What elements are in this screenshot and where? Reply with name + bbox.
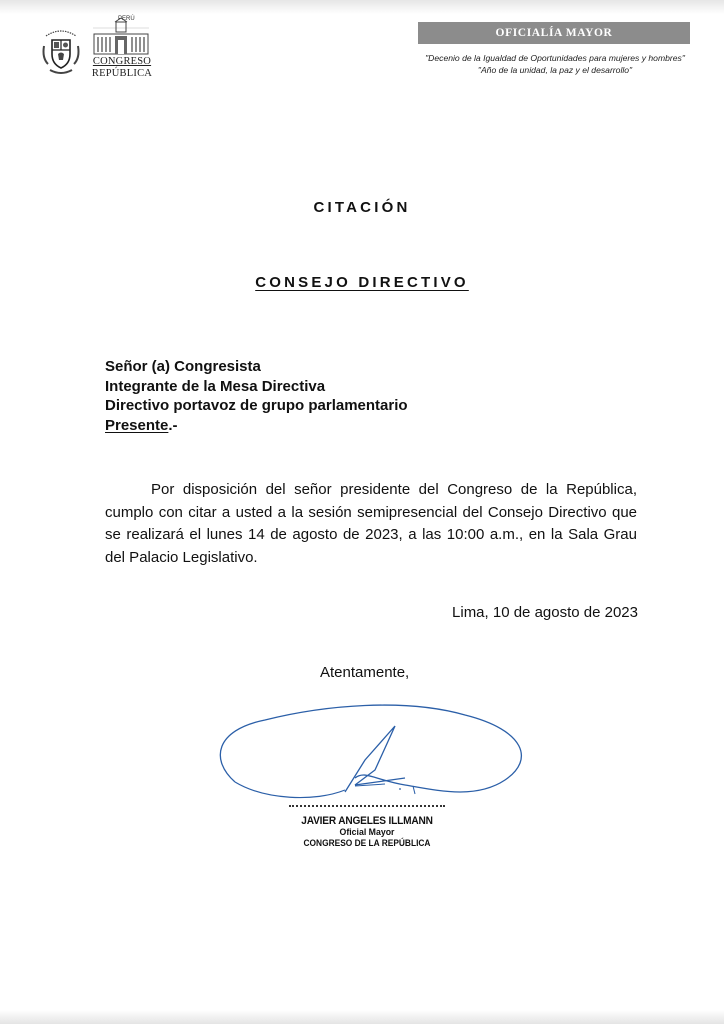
body-paragraph: Por disposición del señor presidente del Congreso de la República, cumplo con citar a usted a la sesión semipresencial del Consejo Directivo que se realizará el lunes 14 de agosto de 2023, a las 10:00 a.m., en la Sala Grau del Palacio Legislativo. xyxy=(105,481,637,566)
congress-logo-line1: CONGRESO xyxy=(92,56,152,67)
signature-line xyxy=(289,805,445,811)
addressee-line-3: Directivo portavoz de grupo parlamentario xyxy=(105,397,408,414)
addressee-block xyxy=(105,357,408,435)
presente-suffix: .- xyxy=(168,416,178,434)
document-subtitle: CONSEJO DIRECTIVO xyxy=(255,274,469,291)
scan-shadow-top xyxy=(0,0,724,14)
congress-logo-text xyxy=(90,56,154,80)
document-subtitle-wrap xyxy=(0,274,724,291)
peru-mini-label: PERÚ xyxy=(118,16,135,22)
addressee-line-1: Señor (a) Congresista xyxy=(105,358,261,375)
closing-salutation: Atentamente, xyxy=(320,664,410,681)
document-title: CITACIÓN xyxy=(313,199,411,216)
congress-logo-line2: REPÚBLICA xyxy=(91,68,153,79)
signatory-name: JAVIER ANGELES ILLMANN xyxy=(301,815,433,827)
place-date: Lima, 10 de agosto de 2023 xyxy=(452,604,638,621)
office-banner: OFICIALÍA MAYOR xyxy=(418,22,690,44)
year-motto: "Año de la unidad, la paz y el desarrollo" xyxy=(477,65,633,75)
scan-shadow-bottom xyxy=(0,1010,724,1024)
signatory-block xyxy=(272,805,462,849)
coat-of-arms-icon xyxy=(40,24,82,76)
signatory-position: Oficial Mayor xyxy=(339,827,395,838)
presente-word: Presente xyxy=(105,416,169,434)
signatory-organization: CONGRESO DE LA REPÚBLICA xyxy=(303,838,431,849)
addressee-line-2: Integrante de la Mesa Directiva xyxy=(105,377,326,395)
handwritten-signature xyxy=(205,690,535,820)
presente-line xyxy=(105,416,408,436)
decade-motto: "Decenio de la Igualdad de Oportunidades para mujeres y hombres" xyxy=(425,53,685,63)
